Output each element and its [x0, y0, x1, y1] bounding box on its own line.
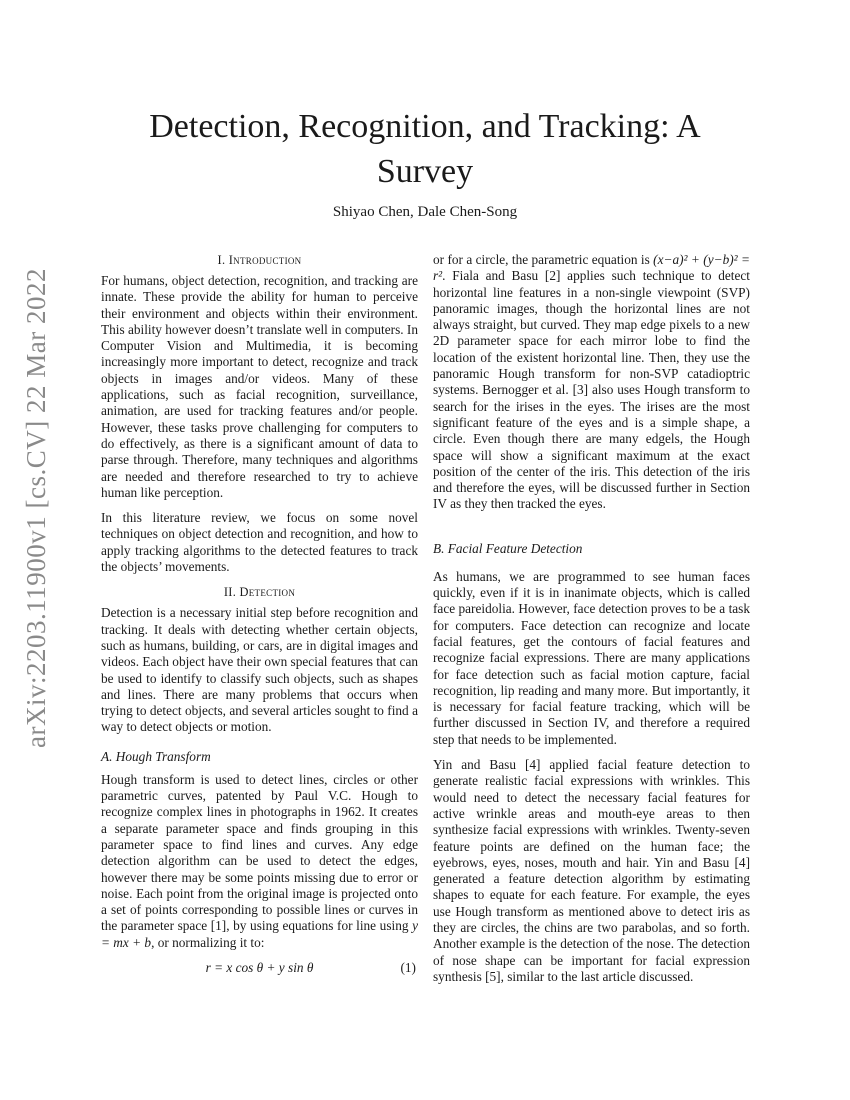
hough-cont-part-2: . Fiala and Basu [2] applies such technique to detect horizontal line features in a non-single viewpoint (SVP) panoramic images, though the horizontal lines are not always straight, but curved. They map edge pixels to a new 2D parameter space for each mirror lobe to find the location of the existent horizontal line. Then, they use the panoramic Hough transform for non-SVP catadioptric systems. Bernogger et al. [3] also uses Hough transform to search for the irises in the eyes. The irises are the most significant feature of the eyes and is a simple shape, a circle. Even though there are many edgels, the Hough space will show a significant maximum at the exact position of the center of the iris. This detection of the iris and therefore the eyes, will be discussed further in Section IV as they then tracked the eyes. — [433, 268, 750, 512]
hough-paragraph — [101, 772, 418, 951]
subsection-heading-hough-transform: A. Hough Transform — [101, 748, 211, 764]
equation-body: r = x cos θ + y sin θ — [205, 959, 314, 975]
equation-number: (1) — [400, 959, 416, 975]
hough-cont-part-1: or for a circle, the parametric equation is — [433, 252, 654, 267]
author-list: Shiyao Chen, Dale Chen-Song — [332, 204, 518, 220]
intro-paragraph-2: In this literature review, we focus on some novel techniques on object detection and recognition, and how to apply tracking algorithms to the detected features to track the objects’ movements. — [101, 510, 418, 575]
facial-paragraph-2: Yin and Basu [4] applied facial feature detection to generate realistic facial expressions with wrinkles. This would need to detect the necessary facial features for active wrinkle areas and mouth-eye areas to then synthesize facial expressions with wrinkles. Twenty-seven feature points are defined on the human face; the eyebrows, eyes, noses, mouth and hair. Yin and Basu [4] generated a feature detection algorithm by estimating shapes to equate for each feature. For example, the eyes use Hough transform as mentioned above to detect iris as they are circles, the chins are two parabolas, and so forth. Another example is the detection of the nose. The detection of nose shape can be important for facial expression synthesis [5], similar to the last article discussed. — [433, 757, 750, 984]
line-equation-inline: y = mx + b — [101, 918, 418, 950]
equation-1 — [101, 960, 418, 982]
hough-continuation-paragraph — [433, 252, 750, 513]
facial-paragraph-1: As humans, we are programmed to see human faces quickly, even if it is in inanimate objects, which is called face pareidolia. However, face detection proves to be a task for computers. Face detection can recognize and locate facial features, get the contours of facial features and recognize facial expressions. There are many applications for face detection such as facial motion capture, facial recognition, lip reading and many more. But importantly, it is necessary for facial feature tracking, which will be further discussed in Section IV, and therefore a required step that needs to be implemented. — [433, 568, 750, 747]
detection-paragraph: Detection is a necessary initial step before recognition and tracking. It deals with detecting whether certain objects, such as humans, building, or cars, are in digital images and videos. Each object have their own special features that can be used to identify to classify such objects, such as shapes and lines. There are many problems that occurs when trying to detect objects, and several articles sought to find a way to detect objects or motion. — [101, 605, 418, 735]
section-title: Introduction — [228, 253, 302, 267]
section-number: II. — [223, 585, 240, 600]
left-column — [101, 252, 418, 982]
subsection-heading-facial-feature-detection: B. Facial Feature Detection — [433, 540, 583, 556]
paper-title: Detection, Recognition, and Tracking: A Survey — [149, 108, 701, 190]
section-heading-introduction — [101, 252, 418, 268]
circle-equation-inline: (x−a)² + (y−b)² = r² — [433, 252, 750, 284]
intro-paragraph-1: For humans, object detection, recognition, and tracking are innate. These provide the ability for human to perceive their environment and objects within their environment. This ability however doesn’t translate well in computers. In Computer Vision and Multimedia, it is becoming increasingly more important to detect, recognize and track objects in images and/or videos. Many of these applications, such as facial recognition, surveillance, animation, are used for tracking features and/or people. However, these tasks prove challenging for computers to do effectively, as there is a significant amount of data to parse through. Therefore, many techniques and algorithms are needed and therefore researched to try to achieve human like perception. — [101, 273, 418, 500]
section-title: Detection — [239, 585, 296, 600]
right-column — [433, 252, 750, 994]
hough-text-part-1: Hough transform is used to detect lines, circles or other parametric curves, patented by Paul V.C. Hough to recognize complex lines in photographs in 1962. It creates a separate parameter space and finds grouping in this parameter space to find lines and curves. Any edge detection algorithm can be used to detect the edges, however there may be some points missing due to error or noise. Each point from the original image is projected onto a set of points corresponding to possible lines or curves in the parameter space [1], by using equations for line using — [101, 771, 418, 934]
section-heading-detection — [101, 584, 418, 600]
hough-text-part-2: , or normalizing it to: — [151, 934, 265, 950]
section-number: I. — [217, 253, 229, 267]
arxiv-identifier-stamp: arXiv:2203.11900v1 [cs.CV] 22 Mar 2022 — [21, 268, 51, 748]
